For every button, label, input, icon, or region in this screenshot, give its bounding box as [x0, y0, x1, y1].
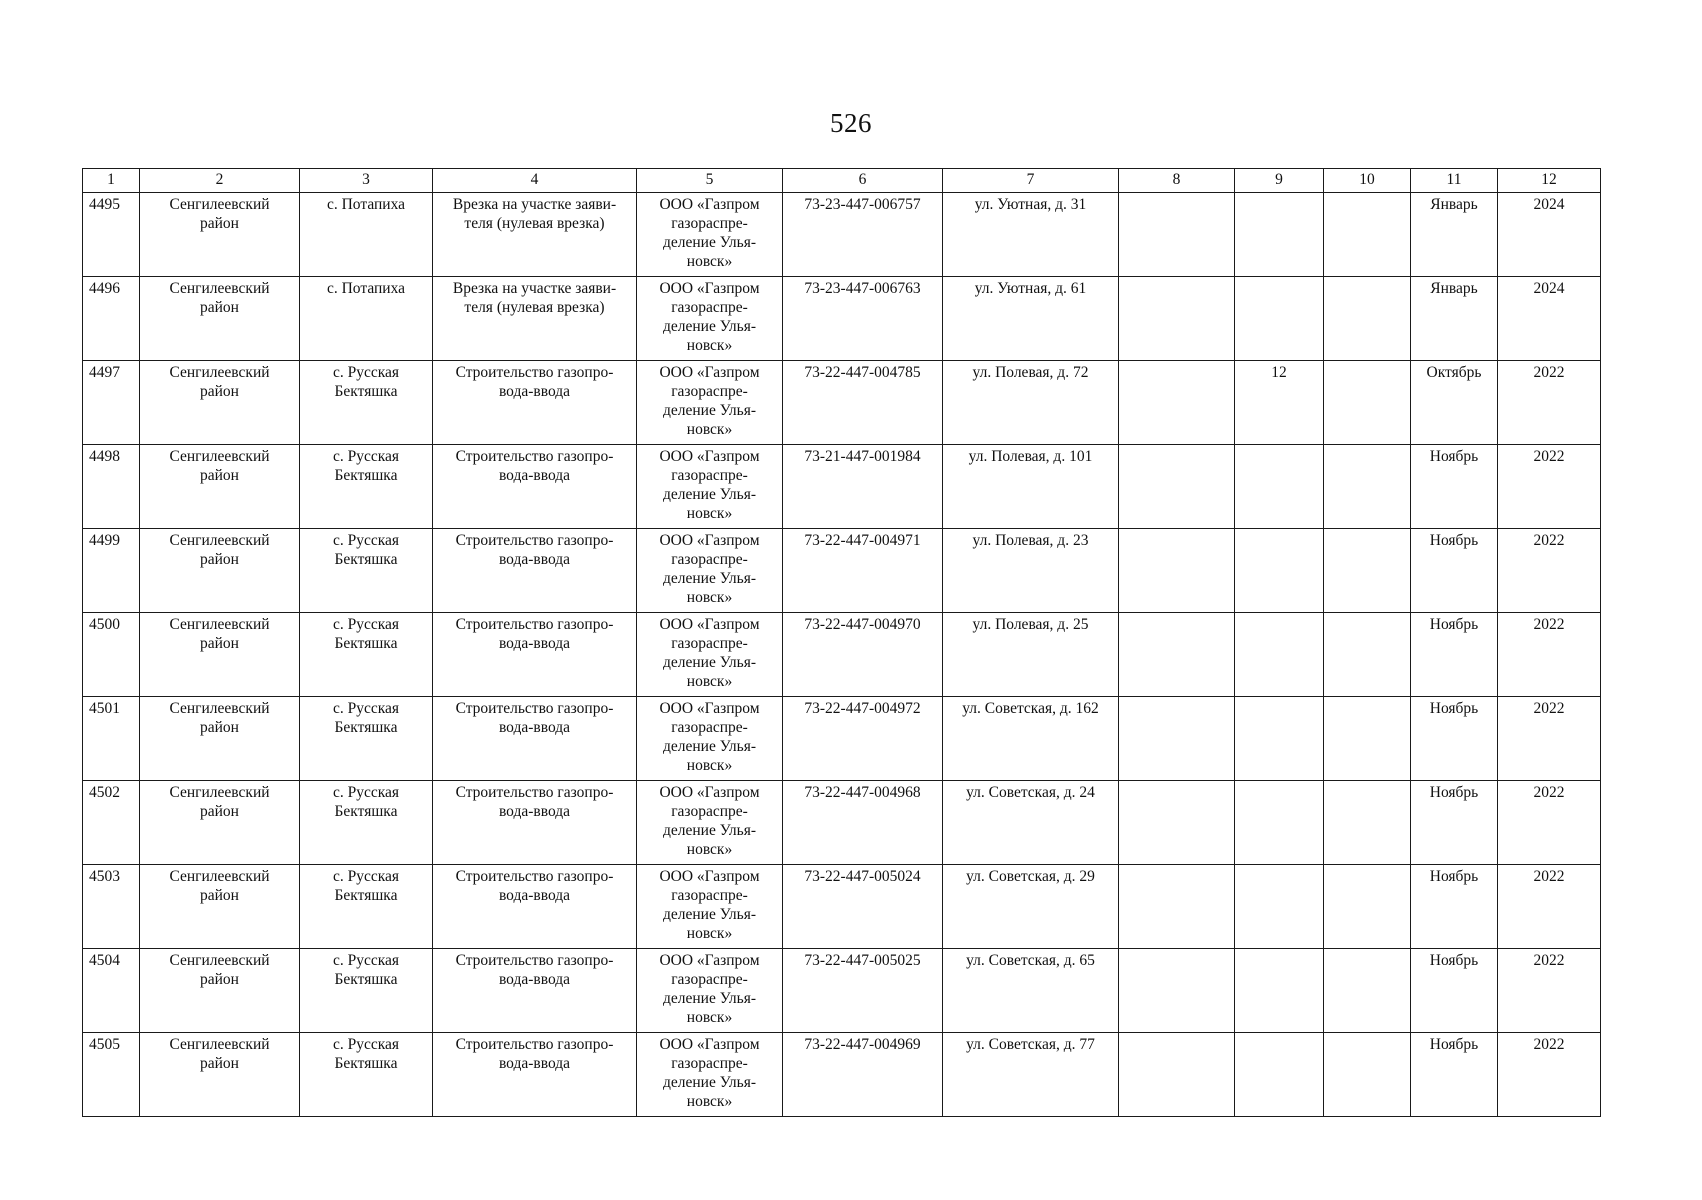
table-row: [83, 1033, 1601, 1117]
cell-text-line: район: [200, 1055, 239, 1072]
cell-text-line: Бектяшка: [334, 383, 398, 400]
cell-settlement: [300, 697, 433, 781]
cell-year: 2022: [1498, 781, 1601, 865]
column-header-12: 12: [1498, 169, 1601, 193]
cell-address: ул. Советская, д. 77: [943, 1033, 1119, 1117]
cell-address: ул. Советская, д. 65: [943, 949, 1119, 1033]
cell-col-10: [1324, 1033, 1411, 1117]
cell-object-code: 73-22-447-004971: [783, 529, 943, 613]
cell-text-line: деление Улья-: [662, 402, 757, 419]
cell-col-9: [1235, 445, 1324, 529]
cell-work-type: [433, 193, 637, 277]
cell-text-line: с. Русская: [332, 952, 400, 969]
cell-text-line: газораспре-: [671, 299, 748, 316]
cell-organization: [637, 193, 783, 277]
cell-text-line: ООО «Газпром: [659, 532, 760, 549]
column-header-1: 1: [83, 169, 140, 193]
cell-col-10: [1324, 865, 1411, 949]
table-row: [83, 361, 1601, 445]
table-row: [83, 529, 1601, 613]
cell-year: 2022: [1498, 529, 1601, 613]
cell-year: 2022: [1498, 1033, 1601, 1117]
cell-row-number: 4497: [83, 361, 140, 445]
cell-work-type: [433, 445, 637, 529]
cell-year: 2022: [1498, 949, 1601, 1033]
cell-col-9: [1235, 613, 1324, 697]
cell-work-type: [433, 613, 637, 697]
cell-object-code: 73-22-447-004969: [783, 1033, 943, 1117]
cell-col-10: [1324, 613, 1411, 697]
cell-district: [140, 613, 300, 697]
table-row: [83, 865, 1601, 949]
cell-work-type: [433, 277, 637, 361]
cell-text-line: газораспре-: [671, 1055, 748, 1072]
cell-col-10: [1324, 697, 1411, 781]
cell-work-type: [433, 949, 637, 1033]
cell-row-number: 4498: [83, 445, 140, 529]
cell-settlement: [300, 865, 433, 949]
cell-object-code: 73-21-447-001984: [783, 445, 943, 529]
table-header: [83, 169, 1601, 193]
cell-text-line: Строительство газопро-: [455, 1036, 614, 1053]
cell-col-8: [1119, 865, 1235, 949]
column-header-6: 6: [783, 169, 943, 193]
cell-text-line: Врезка на участке заяви-: [452, 280, 617, 297]
cell-text-line: район: [200, 887, 239, 904]
cell-year: 2022: [1498, 445, 1601, 529]
cell-object-code: 73-22-447-005025: [783, 949, 943, 1033]
cell-organization: [637, 1033, 783, 1117]
cell-text-line: Строительство газопро-: [455, 700, 614, 717]
cell-col-8: [1119, 781, 1235, 865]
cell-organization: [637, 949, 783, 1033]
table-row: [83, 781, 1601, 865]
cell-text-line: деление Улья-: [662, 486, 757, 503]
cell-settlement: [300, 193, 433, 277]
column-header-7: 7: [943, 169, 1119, 193]
column-header-3: 3: [300, 169, 433, 193]
cell-col-10: [1324, 277, 1411, 361]
cell-row-number: 4504: [83, 949, 140, 1033]
cell-col-9: [1235, 697, 1324, 781]
cell-col-9: [1235, 529, 1324, 613]
cell-col-10: [1324, 529, 1411, 613]
cell-text-line: деление Улья-: [662, 654, 757, 671]
cell-settlement: [300, 361, 433, 445]
cell-text-line: новск»: [686, 1009, 733, 1026]
cell-text-line: деление Улья-: [662, 1074, 757, 1091]
cell-month: Ноябрь: [1411, 697, 1498, 781]
cell-text-line: Строительство газопро-: [455, 448, 614, 465]
cell-text-line: район: [200, 803, 239, 820]
cell-text-line: газораспре-: [671, 803, 748, 820]
cell-text-line: ООО «Газпром: [659, 280, 760, 297]
cell-settlement: [300, 445, 433, 529]
cell-text-line: Бектяшка: [334, 719, 398, 736]
cell-district: [140, 529, 300, 613]
cell-address: ул. Советская, д. 29: [943, 865, 1119, 949]
cell-text-line: с. Русская: [332, 448, 400, 465]
cell-text-line: район: [200, 299, 239, 316]
cell-work-type: [433, 865, 637, 949]
cell-text-line: Бектяшка: [334, 467, 398, 484]
cell-text-line: район: [200, 467, 239, 484]
cell-month: Ноябрь: [1411, 781, 1498, 865]
cell-address: ул. Полевая, д. 101: [943, 445, 1119, 529]
cell-address: ул. Советская, д. 162: [943, 697, 1119, 781]
cell-organization: [637, 445, 783, 529]
cell-text-line: Сенгилеевский: [169, 1036, 270, 1053]
cell-row-number: 4501: [83, 697, 140, 781]
cell-col-10: [1324, 781, 1411, 865]
cell-text-line: деление Улья-: [662, 570, 757, 587]
cell-organization: [637, 361, 783, 445]
cell-year: 2024: [1498, 193, 1601, 277]
cell-text-line: Сенгилеевский: [169, 364, 270, 381]
cell-object-code: 73-22-447-004970: [783, 613, 943, 697]
cell-settlement: [300, 529, 433, 613]
cell-year: 2022: [1498, 361, 1601, 445]
cell-text-line: район: [200, 551, 239, 568]
cell-month: Ноябрь: [1411, 1033, 1498, 1117]
cell-text-line: газораспре-: [671, 215, 748, 232]
cell-text-line: новск»: [686, 253, 733, 270]
cell-text-line: вода-ввода: [498, 719, 571, 736]
cell-row-number: 4503: [83, 865, 140, 949]
cell-text-line: Строительство газопро-: [455, 784, 614, 801]
cell-text-line: теля (нулевая врезка): [464, 299, 605, 316]
cell-text-line: Строительство газопро-: [455, 616, 614, 633]
cell-text-line: новск»: [686, 925, 733, 942]
cell-col-10: [1324, 361, 1411, 445]
cell-organization: [637, 529, 783, 613]
page-number: 526: [830, 108, 872, 138]
cell-text-line: Строительство газопро-: [455, 532, 614, 549]
cell-text-line: вода-ввода: [498, 1055, 571, 1072]
cell-text-line: газораспре-: [671, 383, 748, 400]
cell-text-line: Сенгилеевский: [169, 700, 270, 717]
cell-settlement: [300, 781, 433, 865]
cell-text-line: Сенгилеевский: [169, 532, 270, 549]
cell-text-line: газораспре-: [671, 635, 748, 652]
cell-text-line: ООО «Газпром: [659, 952, 760, 969]
cell-text-line: новск»: [686, 757, 733, 774]
registry-table: [82, 168, 1601, 1117]
cell-text-line: деление Улья-: [662, 822, 757, 839]
cell-col-9: [1235, 949, 1324, 1033]
cell-col-10: [1324, 445, 1411, 529]
cell-text-line: деление Улья-: [662, 234, 757, 251]
cell-settlement: [300, 277, 433, 361]
cell-address: ул. Уютная, д. 31: [943, 193, 1119, 277]
cell-address: ул. Советская, д. 24: [943, 781, 1119, 865]
cell-district: [140, 361, 300, 445]
cell-district: [140, 1033, 300, 1117]
cell-month: Октябрь: [1411, 361, 1498, 445]
cell-text-line: деление Улья-: [662, 738, 757, 755]
cell-district: [140, 193, 300, 277]
cell-text-line: новск»: [686, 673, 733, 690]
cell-text-line: газораспре-: [671, 467, 748, 484]
cell-row-number: 4499: [83, 529, 140, 613]
cell-text-line: ООО «Газпром: [659, 616, 760, 633]
cell-text-line: Строительство газопро-: [455, 868, 614, 885]
cell-text-line: с. Русская: [332, 1036, 400, 1053]
table-row: [83, 193, 1601, 277]
cell-text-line: район: [200, 719, 239, 736]
cell-text-line: газораспре-: [671, 887, 748, 904]
table-row: [83, 277, 1601, 361]
cell-col-8: [1119, 529, 1235, 613]
cell-col-8: [1119, 277, 1235, 361]
cell-district: [140, 949, 300, 1033]
column-header-10: 10: [1324, 169, 1411, 193]
cell-text-line: Сенгилеевский: [169, 448, 270, 465]
cell-object-code: 73-22-447-004968: [783, 781, 943, 865]
cell-row-number: 4502: [83, 781, 140, 865]
cell-month: Ноябрь: [1411, 865, 1498, 949]
cell-text-line: район: [200, 971, 239, 988]
cell-object-code: 73-23-447-006763: [783, 277, 943, 361]
cell-district: [140, 445, 300, 529]
column-header-11: 11: [1411, 169, 1498, 193]
cell-organization: [637, 781, 783, 865]
cell-text-line: Сенгилеевский: [169, 196, 270, 213]
cell-address: ул. Полевая, д. 72: [943, 361, 1119, 445]
cell-text-line: ООО «Газпром: [659, 448, 760, 465]
cell-district: [140, 697, 300, 781]
cell-text-line: теля (нулевая врезка): [464, 215, 605, 232]
cell-row-number: 4500: [83, 613, 140, 697]
column-header-9: 9: [1235, 169, 1324, 193]
cell-text-line: Сенгилеевский: [169, 784, 270, 801]
cell-text-line: новск»: [686, 1093, 733, 1110]
cell-year: 2022: [1498, 613, 1601, 697]
cell-month: Ноябрь: [1411, 949, 1498, 1033]
cell-district: [140, 865, 300, 949]
table-body: [83, 193, 1601, 1117]
cell-col-9: [1235, 781, 1324, 865]
cell-text-line: новск»: [686, 505, 733, 522]
cell-organization: [637, 865, 783, 949]
cell-text-line: новск»: [686, 337, 733, 354]
cell-text-line: с. Русская: [332, 784, 400, 801]
cell-work-type: [433, 361, 637, 445]
cell-work-type: [433, 697, 637, 781]
cell-text-line: Бектяшка: [334, 635, 398, 652]
cell-col-8: [1119, 949, 1235, 1033]
cell-text-line: Бектяшка: [334, 971, 398, 988]
cell-address: ул. Уютная, д. 61: [943, 277, 1119, 361]
table-row: [83, 697, 1601, 781]
cell-month: Ноябрь: [1411, 613, 1498, 697]
cell-text-line: деление Улья-: [662, 318, 757, 335]
cell-text-line: с. Русская: [332, 868, 400, 885]
table-row: [83, 613, 1601, 697]
cell-text-line: ООО «Газпром: [659, 1036, 760, 1053]
cell-text-line: район: [200, 635, 239, 652]
cell-text-line: Бектяшка: [334, 887, 398, 904]
cell-object-code: 73-22-447-004785: [783, 361, 943, 445]
cell-object-code: 73-22-447-005024: [783, 865, 943, 949]
cell-col-8: [1119, 613, 1235, 697]
cell-text-line: Бектяшка: [334, 1055, 398, 1072]
table-row: [83, 949, 1601, 1033]
cell-text-line: ООО «Газпром: [659, 784, 760, 801]
cell-text-line: Сенгилеевский: [169, 280, 270, 297]
cell-text-line: ООО «Газпром: [659, 868, 760, 885]
column-header-8: 8: [1119, 169, 1235, 193]
cell-text-line: Бектяшка: [334, 551, 398, 568]
cell-organization: [637, 277, 783, 361]
cell-text-line: вода-ввода: [498, 467, 571, 484]
header-row: [83, 169, 1601, 193]
cell-text-line: вода-ввода: [498, 803, 571, 820]
cell-text-line: ООО «Газпром: [659, 700, 760, 717]
cell-col-8: [1119, 445, 1235, 529]
cell-text-line: район: [200, 215, 239, 232]
cell-col-9: 12: [1235, 361, 1324, 445]
cell-text-line: Строительство газопро-: [455, 952, 614, 969]
cell-col-10: [1324, 193, 1411, 277]
cell-organization: [637, 613, 783, 697]
cell-text-line: Сенгилеевский: [169, 952, 270, 969]
cell-settlement: [300, 1033, 433, 1117]
cell-text-line: новск»: [686, 589, 733, 606]
cell-district: [140, 781, 300, 865]
cell-work-type: [433, 781, 637, 865]
table-row: [83, 445, 1601, 529]
cell-text-line: Строительство газопро-: [455, 364, 614, 381]
cell-col-8: [1119, 1033, 1235, 1117]
cell-text-line: вода-ввода: [498, 971, 571, 988]
cell-year: 2024: [1498, 277, 1601, 361]
cell-text-line: деление Улья-: [662, 990, 757, 1007]
cell-text-line: вода-ввода: [498, 383, 571, 400]
cell-text-line: с. Русская: [332, 700, 400, 717]
cell-district: [140, 277, 300, 361]
cell-month: Январь: [1411, 193, 1498, 277]
cell-work-type: [433, 1033, 637, 1117]
column-header-4: 4: [433, 169, 637, 193]
cell-text-line: с. Русская: [332, 532, 400, 549]
cell-col-8: [1119, 697, 1235, 781]
cell-text-line: с. Потапиха: [326, 280, 406, 297]
cell-row-number: 4505: [83, 1033, 140, 1117]
cell-text-line: газораспре-: [671, 551, 748, 568]
cell-year: 2022: [1498, 697, 1601, 781]
cell-month: Ноябрь: [1411, 529, 1498, 613]
cell-col-10: [1324, 949, 1411, 1033]
cell-text-line: Бектяшка: [334, 803, 398, 820]
cell-address: ул. Полевая, д. 23: [943, 529, 1119, 613]
cell-year: 2022: [1498, 865, 1601, 949]
cell-text-line: вода-ввода: [498, 635, 571, 652]
column-header-2: 2: [140, 169, 300, 193]
cell-text-line: новск»: [686, 841, 733, 858]
cell-settlement: [300, 613, 433, 697]
cell-text-line: Сенгилеевский: [169, 868, 270, 885]
cell-col-8: [1119, 193, 1235, 277]
cell-text-line: газораспре-: [671, 719, 748, 736]
cell-work-type: [433, 529, 637, 613]
cell-row-number: 4496: [83, 277, 140, 361]
cell-col-9: [1235, 1033, 1324, 1117]
cell-text-line: деление Улья-: [662, 906, 757, 923]
cell-text-line: вода-ввода: [498, 887, 571, 904]
cell-text-line: район: [200, 383, 239, 400]
cell-text-line: ООО «Газпром: [659, 364, 760, 381]
cell-col-9: [1235, 865, 1324, 949]
cell-row-number: 4495: [83, 193, 140, 277]
cell-organization: [637, 697, 783, 781]
cell-text-line: Сенгилеевский: [169, 616, 270, 633]
cell-month: Январь: [1411, 277, 1498, 361]
cell-settlement: [300, 949, 433, 1033]
cell-text-line: новск»: [686, 421, 733, 438]
cell-text-line: ООО «Газпром: [659, 196, 760, 213]
cell-text-line: газораспре-: [671, 971, 748, 988]
cell-text-line: Врезка на участке заяви-: [452, 196, 617, 213]
cell-col-8: [1119, 361, 1235, 445]
cell-address: ул. Полевая, д. 25: [943, 613, 1119, 697]
cell-text-line: с. Потапиха: [326, 196, 406, 213]
cell-month: Ноябрь: [1411, 445, 1498, 529]
cell-text-line: с. Русская: [332, 616, 400, 633]
cell-col-9: [1235, 277, 1324, 361]
cell-object-code: 73-23-447-006757: [783, 193, 943, 277]
column-header-5: 5: [637, 169, 783, 193]
cell-col-9: [1235, 193, 1324, 277]
cell-object-code: 73-22-447-004972: [783, 697, 943, 781]
cell-text-line: вода-ввода: [498, 551, 571, 568]
cell-text-line: с. Русская: [332, 364, 400, 381]
